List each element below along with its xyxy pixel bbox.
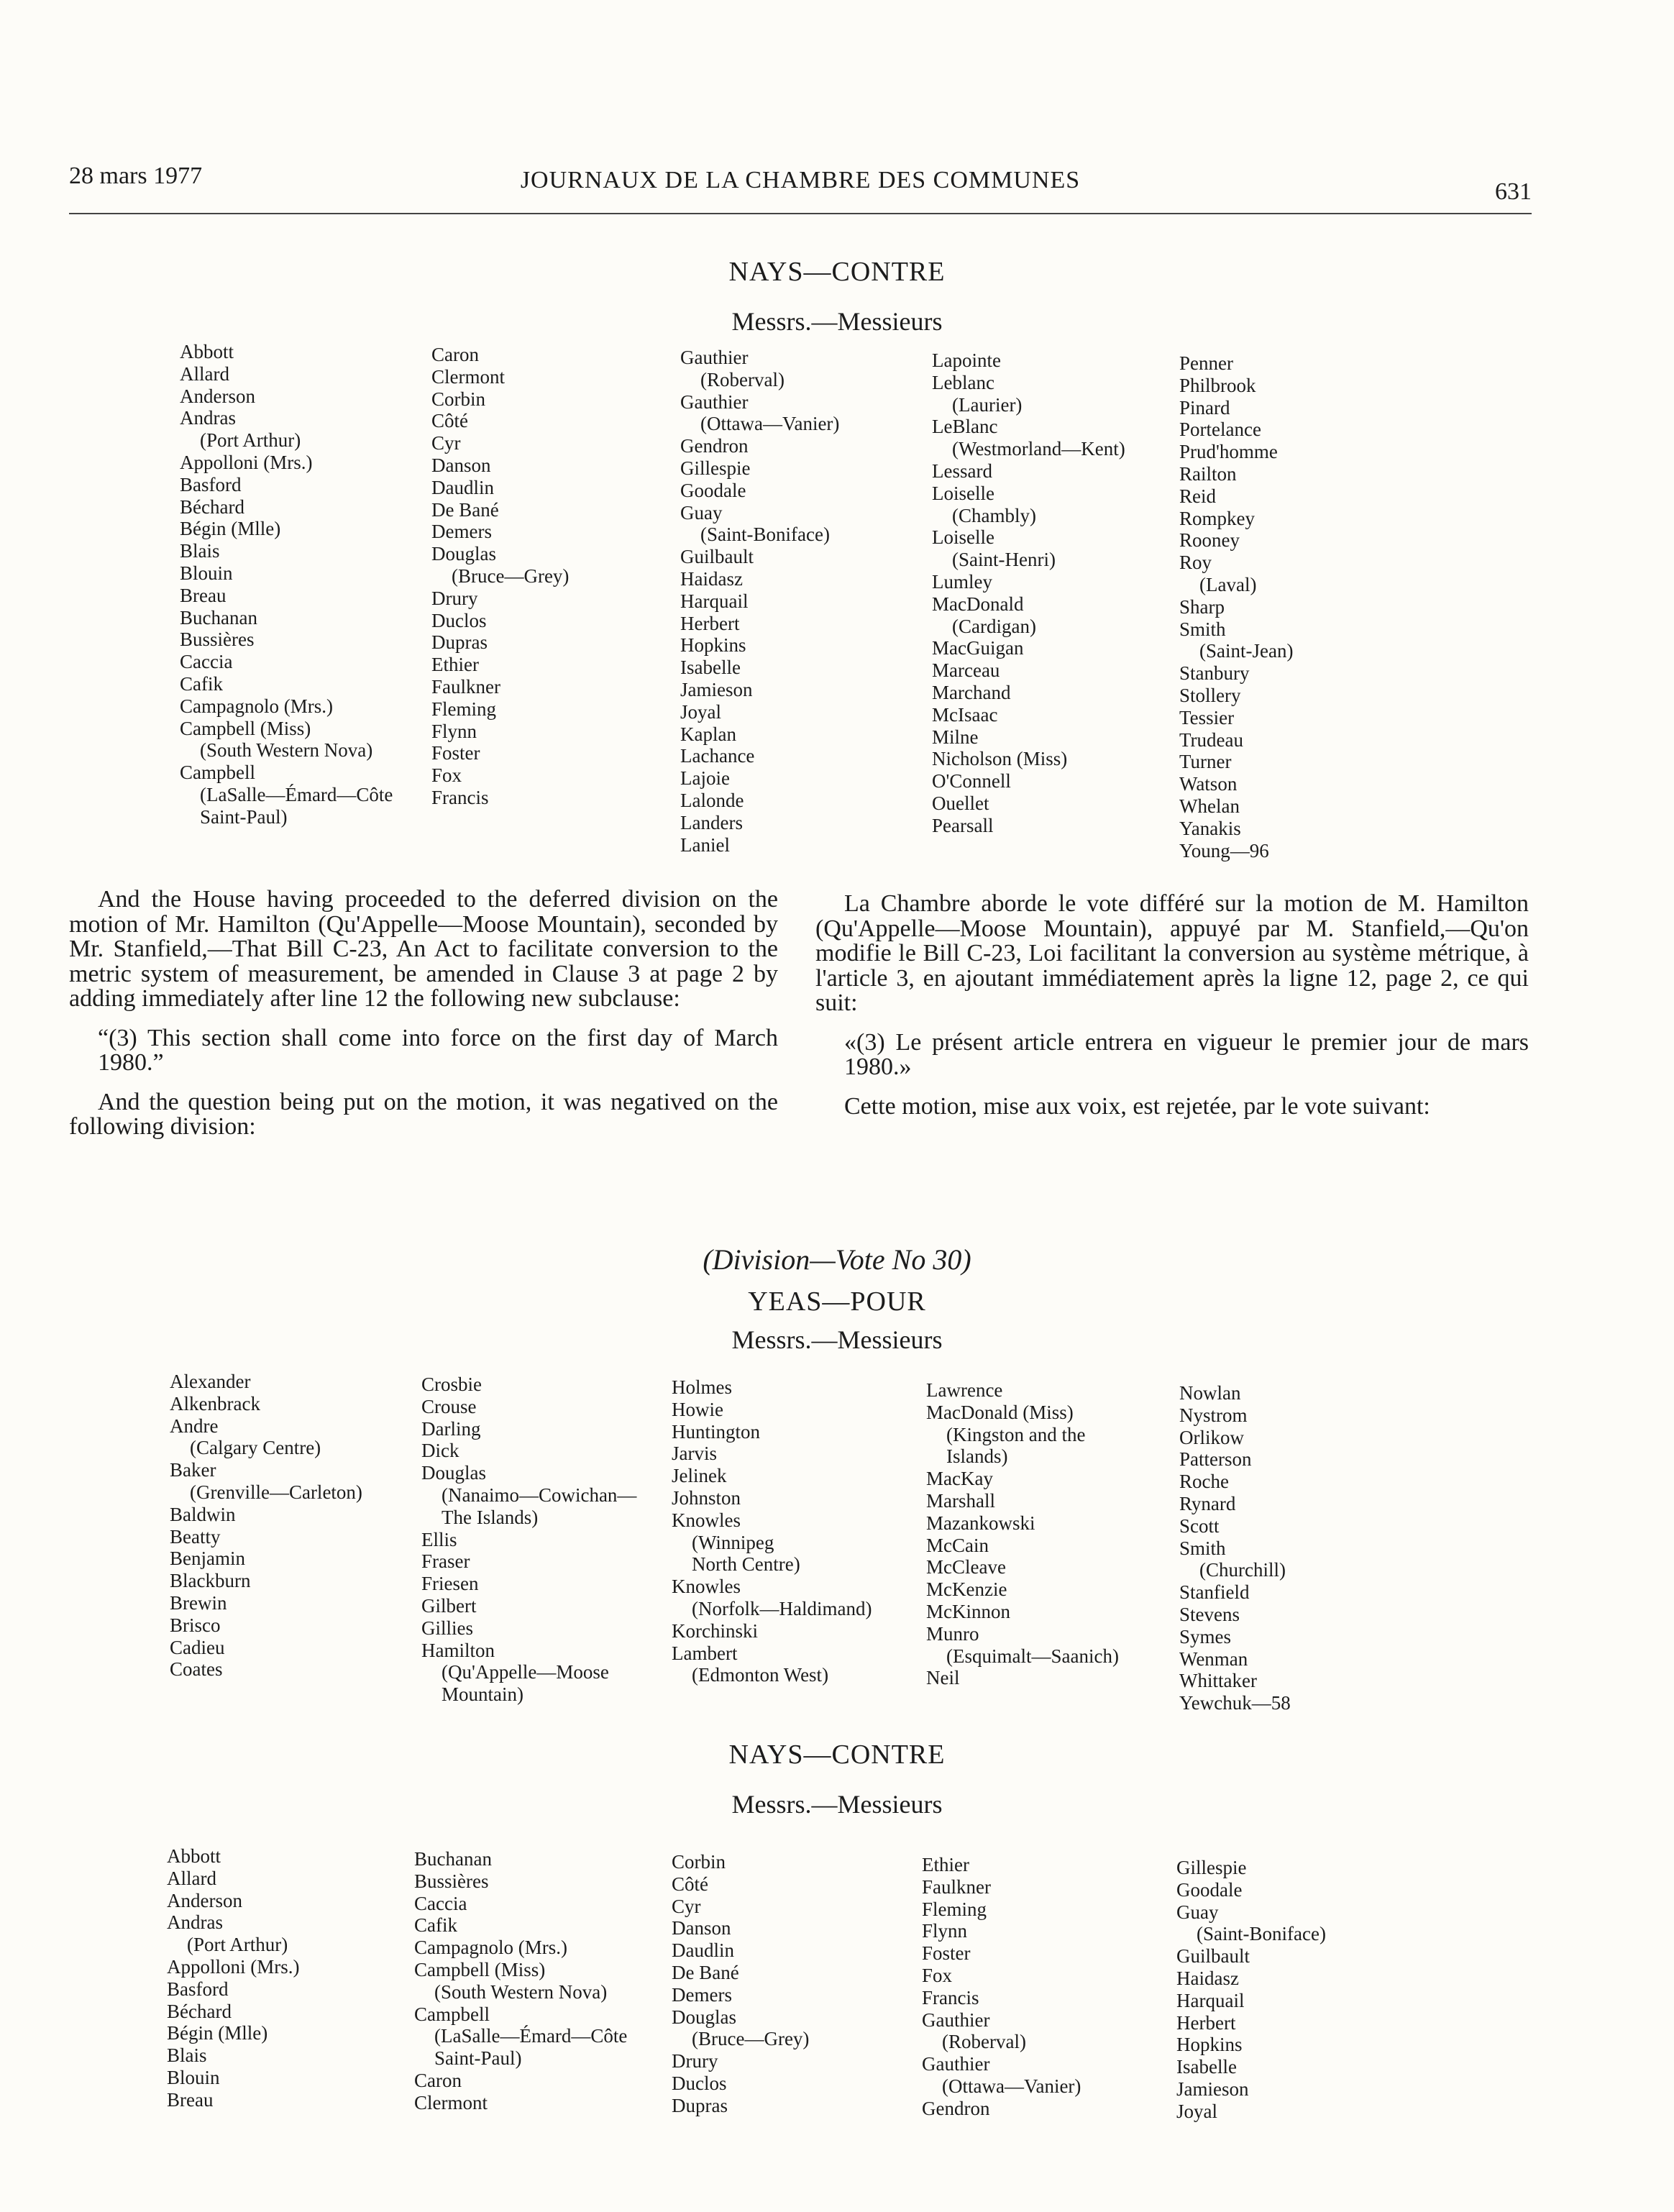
nays-subtitle: Messrs.—Messieurs xyxy=(731,307,943,336)
member-name: Fleming xyxy=(431,698,497,720)
member-name: Gauthier xyxy=(922,2008,990,2031)
member-name: Fleming xyxy=(922,1898,987,1920)
member-name: (Nanaimo—Cowichan— xyxy=(442,1484,637,1506)
member-name: Drury xyxy=(672,2050,718,2072)
member-name: LeBlanc xyxy=(932,416,998,438)
member-name: Cyr xyxy=(431,432,461,454)
member-name: Cyr xyxy=(672,1895,701,1917)
member-name: Knowles xyxy=(672,1576,741,1598)
member-name: Gauthier xyxy=(680,347,749,368)
member-name: Rooney xyxy=(1179,529,1240,552)
member-name: (Ottawa—Vanier) xyxy=(942,2075,1081,2097)
member-name: (Churchill) xyxy=(1199,1559,1286,1581)
member-column xyxy=(431,344,569,809)
member-name: Francis xyxy=(431,786,489,808)
member-name: Flynn xyxy=(922,1920,968,1942)
member-name: (Norfolk—Haldimand) xyxy=(692,1597,872,1619)
member-name: Jarvis xyxy=(672,1443,717,1465)
member-name: Dupras xyxy=(672,2094,728,2116)
french-quoted-subclause: «(3) Le présent article entrera en vigueur le premier jour de mars 1980.» xyxy=(844,1028,1529,1080)
member-name: Darling xyxy=(421,1417,481,1440)
english-paragraph: And the question being put on the motion, it was negatived on the following division: xyxy=(69,1088,778,1140)
member-name: Herbert xyxy=(1176,2011,1236,2034)
member-name: Loiselle xyxy=(932,526,994,549)
member-name: Mountain) xyxy=(442,1683,523,1706)
member-name: Johnston xyxy=(672,1486,741,1509)
member-name: Breau xyxy=(180,584,227,606)
member-name: Gillespie xyxy=(680,457,751,479)
member-name: Saint-Paul) xyxy=(200,805,288,828)
member-name: Isabelle xyxy=(1176,2056,1237,2078)
french-paragraph: Cette motion, mise aux voix, est rejetée, par le vote suivant: xyxy=(844,1092,1430,1120)
member-name: Neil xyxy=(926,1667,960,1689)
member-name: Lajoie xyxy=(680,767,730,790)
member-name: Danson xyxy=(431,454,491,476)
member-name: Douglas xyxy=(431,543,496,565)
member-name: Blouin xyxy=(180,562,233,584)
member-name: Alkenbrack xyxy=(170,1392,260,1415)
member-name: Cafik xyxy=(414,1914,457,1937)
member-name: Jamieson xyxy=(1176,2078,1249,2100)
member-name: Leblanc xyxy=(932,371,994,393)
member-name: (Roberval) xyxy=(942,2031,1026,2053)
member-name: Drury xyxy=(431,587,478,609)
member-name: Basford xyxy=(180,473,242,495)
member-name: Ethier xyxy=(922,1854,969,1875)
member-name: MacDonald xyxy=(932,593,1024,615)
member-name: Landers xyxy=(680,811,743,833)
member-name: Bégin (Mlle) xyxy=(167,2022,268,2044)
member-name: McIsaac xyxy=(932,703,998,726)
member-name: Andre xyxy=(170,1415,219,1437)
member-name: Young—96 xyxy=(1179,839,1269,862)
member-name: Harquail xyxy=(680,590,749,612)
english-paragraph: And the House having proceeded to the deferred division on the motion of Mr. Hamilton (Qu'Appelle—Moose Mountain), seconded by Mr. Stanfield,—That Bill C-23, An Act to facilitate conversion to the metric system of measurement, be amended in Clause 3 at page 2 by adding immediately after line 12 the following new subclause: xyxy=(69,886,778,1012)
member-name: Knowles xyxy=(672,1509,741,1531)
member-name: Douglas xyxy=(421,1462,486,1484)
member-name: (Saint-Jean) xyxy=(1199,640,1294,662)
member-column xyxy=(1176,1857,1326,2123)
member-name: Watson xyxy=(1179,773,1238,795)
member-name: Buchanan xyxy=(180,606,257,629)
member-name: Pinard xyxy=(1179,396,1230,419)
member-name: Gendron xyxy=(680,435,749,457)
member-column xyxy=(414,1848,627,2114)
member-name: Lambert xyxy=(672,1642,738,1664)
member-name: Trudeau xyxy=(1179,728,1244,751)
member-name: Holmes xyxy=(672,1376,732,1398)
member-name: Smith xyxy=(1179,1537,1226,1559)
member-name: (Kingston and the xyxy=(946,1423,1086,1445)
member-name: (Bruce—Grey) xyxy=(452,565,570,587)
member-name: Coates xyxy=(170,1658,223,1681)
member-name: Marceau xyxy=(932,659,1000,682)
member-name: Campbell (Miss) xyxy=(414,1958,546,1980)
member-name: Smith xyxy=(1179,618,1226,640)
member-name: (Port Arthur) xyxy=(187,1934,288,1956)
member-name: Crosbie xyxy=(421,1374,482,1395)
member-name: Appolloni (Mrs.) xyxy=(167,1955,300,1978)
member-name: Munro xyxy=(926,1622,979,1645)
member-name: Béchard xyxy=(167,2000,232,2022)
member-name: Penner xyxy=(1179,352,1233,374)
page-header xyxy=(69,163,1532,214)
member-name: McKenzie xyxy=(926,1578,1007,1601)
member-name: Blackburn xyxy=(170,1570,251,1592)
member-name: Rompkey xyxy=(1179,507,1255,529)
member-name: Orlikow xyxy=(1179,1426,1244,1448)
member-name: Laniel xyxy=(680,833,730,856)
member-name: Kaplan xyxy=(680,723,736,745)
member-name: Dupras xyxy=(431,631,488,654)
member-name: Lalonde xyxy=(680,789,744,811)
english-quoted-subclause: “(3) This section shall come into force on the first day of March 1980.” xyxy=(98,1024,778,1076)
member-name: Fraser xyxy=(421,1550,470,1573)
member-name: Demers xyxy=(672,1983,732,2006)
member-name: Danson xyxy=(672,1917,731,1939)
member-column xyxy=(672,1851,809,2117)
member-name: Caccia xyxy=(180,651,233,673)
member-name: Campbell xyxy=(414,2003,490,2025)
member-name: Bussières xyxy=(414,1870,489,1892)
member-name: McCleave xyxy=(926,1556,1006,1578)
member-name: Isabelle xyxy=(680,657,741,679)
member-column xyxy=(922,1854,1081,2120)
member-name: Philbrook xyxy=(1179,374,1256,396)
member-name: Stanfield xyxy=(1179,1581,1250,1604)
member-name: Appolloni (Mrs.) xyxy=(180,451,313,473)
nays-subtitle: Messrs.—Messieurs xyxy=(731,1790,943,1819)
member-name: (Chambly) xyxy=(952,504,1036,526)
member-name: Stollery xyxy=(1179,684,1241,706)
member-name: Clermont xyxy=(414,2091,488,2113)
division-title: (Division—Vote No 30) xyxy=(703,1243,971,1276)
member-name: Guay xyxy=(1176,1901,1219,1923)
member-name: Hopkins xyxy=(1176,2034,1243,2056)
member-name: O'Connell xyxy=(932,770,1011,792)
member-name: Anderson xyxy=(167,1889,242,1911)
member-name: Pearsall xyxy=(932,814,994,836)
member-name: Breau xyxy=(167,2088,214,2111)
member-name: Symes xyxy=(1179,1625,1232,1647)
member-name: MacKay xyxy=(926,1468,993,1490)
member-name: Turner xyxy=(1179,751,1232,773)
member-column xyxy=(167,1845,300,2111)
member-name: North Centre) xyxy=(692,1553,800,1576)
member-name: (Esquimalt—Saanich) xyxy=(946,1645,1119,1667)
member-name: Brewin xyxy=(170,1591,227,1614)
member-name: (LaSalle—Émard—Côte xyxy=(200,783,393,805)
member-name: Loiselle xyxy=(932,482,994,504)
member-name: Yanakis xyxy=(1179,817,1241,839)
member-name: (Edmonton West) xyxy=(692,1664,829,1686)
member-name: Islands) xyxy=(946,1445,1008,1468)
member-name: Lawrence xyxy=(926,1379,1003,1401)
member-name: Whelan xyxy=(1179,795,1240,817)
member-name: Foster xyxy=(922,1942,971,1965)
member-name: Jamieson xyxy=(680,678,753,700)
member-name: Daudlin xyxy=(431,476,494,498)
member-name: Herbert xyxy=(680,612,740,634)
member-name: Clermont xyxy=(431,365,505,388)
member-name: Lumley xyxy=(932,570,992,593)
member-name: Blais xyxy=(180,540,220,562)
member-name: Stevens xyxy=(1179,1603,1240,1625)
member-column xyxy=(170,1371,362,1681)
member-name: Haidasz xyxy=(1176,1967,1239,1989)
member-name: Sharp xyxy=(1179,595,1225,618)
member-name: Blouin xyxy=(167,2066,220,2088)
member-name: Lapointe xyxy=(932,349,1001,371)
member-name: Prud'homme xyxy=(1179,441,1278,463)
member-name: Baker xyxy=(170,1459,216,1481)
member-name: (Westmorland—Kent) xyxy=(952,438,1125,460)
member-name: Saint-Paul) xyxy=(434,2047,522,2070)
member-name: (Port Arthur) xyxy=(200,429,301,452)
member-name: Faulkner xyxy=(431,675,500,698)
member-name: Foster xyxy=(431,742,480,764)
member-name: McKinnon xyxy=(926,1600,1010,1622)
nays-title: NAYS—CONTRE xyxy=(728,1740,946,1770)
member-name: Basford xyxy=(167,1978,229,2000)
member-name: Roy xyxy=(1179,552,1212,574)
french-paragraph: La Chambre aborde le vote différé sur la motion de M. Hamilton (Qu'Appelle—Moose Mountain), appuyé par M. Stanfield,—Qu'on modifie le Bill C-23, Loi facilitant la conversion au système métrique, à l'article 3, en ajoutant immédiatement après la ligne 12, page 2, ce qui suit: xyxy=(815,890,1529,1016)
member-name: Abbott xyxy=(180,341,234,362)
member-name: Buchanan xyxy=(414,1848,492,1870)
member-name: Guilbault xyxy=(1176,1945,1250,1968)
member-name: Demers xyxy=(431,521,492,543)
member-name: Campbell (Miss) xyxy=(180,717,311,739)
member-name: Fox xyxy=(922,1964,953,1986)
member-name: Douglas xyxy=(672,2006,736,2028)
member-name: Howie xyxy=(672,1398,723,1420)
member-name: Ethier xyxy=(431,654,479,676)
member-name: Joyal xyxy=(680,700,721,723)
member-column xyxy=(926,1379,1119,1689)
member-name: Caron xyxy=(431,344,479,365)
member-name: Whittaker xyxy=(1179,1670,1257,1692)
member-name: Hamilton xyxy=(421,1639,495,1661)
member-name: Marshall xyxy=(926,1489,995,1512)
member-name: Rynard xyxy=(1179,1492,1236,1514)
member-name: MacGuigan xyxy=(932,637,1024,659)
french-text xyxy=(815,892,1529,1133)
member-name: Joyal xyxy=(1176,2100,1217,2122)
member-name: Tessier xyxy=(1179,706,1235,728)
member-name: De Bané xyxy=(431,498,499,521)
member-name: Fox xyxy=(431,764,462,787)
member-name: Lachance xyxy=(680,745,755,767)
member-name: Campagnolo (Mrs.) xyxy=(180,695,333,717)
member-name: Gauthier xyxy=(680,390,749,413)
member-name: Brisco xyxy=(170,1614,221,1636)
member-name: Bussières xyxy=(180,629,255,651)
member-name: (Roberval) xyxy=(700,368,785,390)
member-name: (Qu'Appelle—Moose xyxy=(442,1661,609,1683)
member-name: Patterson xyxy=(1179,1448,1252,1471)
yeas-title: YEAS—POUR xyxy=(748,1286,926,1317)
member-name: Milne xyxy=(932,726,979,748)
member-name: (Laurier) xyxy=(952,393,1023,416)
member-name: Guilbault xyxy=(680,546,754,568)
member-name: Cadieu xyxy=(170,1636,225,1658)
member-name: (Saint-Boniface) xyxy=(1197,1923,1326,1945)
member-name: Gendron xyxy=(922,2097,990,2119)
member-name: (Cardigan) xyxy=(952,615,1036,637)
member-name: Gillies xyxy=(421,1617,473,1639)
member-name: Railton xyxy=(1179,462,1237,485)
member-name: Haidasz xyxy=(680,567,743,590)
member-name: (Winnipeg xyxy=(692,1531,774,1553)
member-name: The Islands) xyxy=(442,1506,539,1528)
member-name: Hopkins xyxy=(680,634,746,657)
header-date: 28 mars 1977 xyxy=(69,163,203,189)
member-name: Campbell xyxy=(180,762,255,784)
member-name: Duclos xyxy=(431,609,487,631)
member-name: (Ottawa—Vanier) xyxy=(700,413,840,435)
member-name: (LaSalle—Émard—Côte xyxy=(434,2025,628,2047)
member-name: (Grenville—Carleton) xyxy=(190,1481,362,1503)
member-name: (South Western Nova) xyxy=(434,1980,608,2003)
member-name: Côté xyxy=(672,1873,708,1895)
member-name: (Laval) xyxy=(1199,573,1257,595)
member-name: Gauthier xyxy=(922,2053,990,2075)
member-name: Duclos xyxy=(672,2072,727,2094)
member-name: Andras xyxy=(167,1911,223,1934)
member-name: Caccia xyxy=(414,1892,467,1914)
member-name: Goodale xyxy=(680,479,746,501)
member-column xyxy=(1179,352,1293,862)
member-name: Bégin (Mlle) xyxy=(180,518,281,540)
member-name: Corbin xyxy=(672,1851,726,1873)
member-name: Portelance xyxy=(1179,419,1261,441)
member-name: Harquail xyxy=(1176,1989,1245,2011)
member-name: Abbott xyxy=(167,1845,221,1867)
member-name: Stanbury xyxy=(1179,662,1250,685)
member-name: Dick xyxy=(421,1440,459,1462)
member-name: Francis xyxy=(922,1986,979,2008)
member-name: Mazankowski xyxy=(926,1512,1035,1534)
member-name: Alexander xyxy=(170,1371,251,1392)
member-column xyxy=(680,347,839,856)
member-name: (South Western Nova) xyxy=(200,739,373,762)
member-name: Reid xyxy=(1179,485,1216,507)
member-name: Wenman xyxy=(1179,1647,1248,1670)
member-name: Campagnolo (Mrs.) xyxy=(414,1937,567,1959)
member-name: Baldwin xyxy=(170,1503,236,1525)
member-name: McCain xyxy=(926,1534,989,1556)
member-name: Lessard xyxy=(932,460,992,482)
member-column xyxy=(932,349,1125,837)
member-name: Andras xyxy=(180,407,236,429)
journal-title: JOURNAUX DE LA CHAMBRE DES COMMUNES xyxy=(520,167,1081,193)
member-name: Korchinski xyxy=(672,1619,758,1642)
member-name: Friesen xyxy=(421,1573,479,1595)
member-name: Allard xyxy=(180,362,229,385)
member-name: (Saint-Boniface) xyxy=(700,524,830,546)
member-name: Nowlan xyxy=(1179,1382,1241,1404)
member-name: Allard xyxy=(167,1867,216,1889)
member-name: MacDonald (Miss) xyxy=(926,1401,1074,1423)
member-name: Scott xyxy=(1179,1514,1220,1537)
member-column xyxy=(1179,1382,1291,1714)
member-name: Corbin xyxy=(431,388,486,410)
member-name: Yewchuk—58 xyxy=(1179,1692,1291,1714)
member-name: Nystrom xyxy=(1179,1404,1248,1426)
member-column xyxy=(672,1376,872,1686)
member-name: Cafik xyxy=(180,672,223,695)
member-name: Ouellet xyxy=(932,792,989,814)
member-column xyxy=(180,341,393,828)
yeas-subtitle: Messrs.—Messieurs xyxy=(731,1325,943,1354)
english-text xyxy=(69,887,778,1154)
member-name: Faulkner xyxy=(922,1875,991,1898)
nays-title: NAYS—CONTRE xyxy=(728,257,946,287)
member-name: Béchard xyxy=(180,495,244,518)
member-name: Crouse xyxy=(421,1395,477,1417)
member-name: Beatty xyxy=(170,1525,221,1548)
member-name: Nicholson (Miss) xyxy=(932,748,1068,770)
member-name: Marchand xyxy=(932,681,1011,703)
member-name: Huntington xyxy=(672,1420,761,1443)
member-name: Daudlin xyxy=(672,1939,734,1962)
member-name: Ellis xyxy=(421,1528,457,1550)
member-name: Anderson xyxy=(180,385,255,407)
member-column xyxy=(421,1374,636,1706)
member-name: (Bruce—Grey) xyxy=(692,2028,810,2050)
member-name: Benjamin xyxy=(170,1548,245,1570)
member-name: Gillespie xyxy=(1176,1857,1247,1878)
member-name: Flynn xyxy=(431,720,477,742)
member-name: (Calgary Centre) xyxy=(190,1437,321,1459)
page-number: 631 xyxy=(1495,178,1532,205)
member-name: Gilbert xyxy=(421,1594,477,1617)
member-name: Roche xyxy=(1179,1471,1229,1493)
member-name: Côté xyxy=(431,410,468,432)
member-name: Guay xyxy=(680,501,723,524)
member-name: Blais xyxy=(167,2044,207,2067)
member-name: Jelinek xyxy=(672,1465,727,1487)
member-name: (Saint-Henri) xyxy=(952,549,1056,571)
member-name: Goodale xyxy=(1176,1878,1243,1901)
member-name: De Bané xyxy=(672,1961,739,1983)
member-name: Caron xyxy=(414,2069,462,2091)
